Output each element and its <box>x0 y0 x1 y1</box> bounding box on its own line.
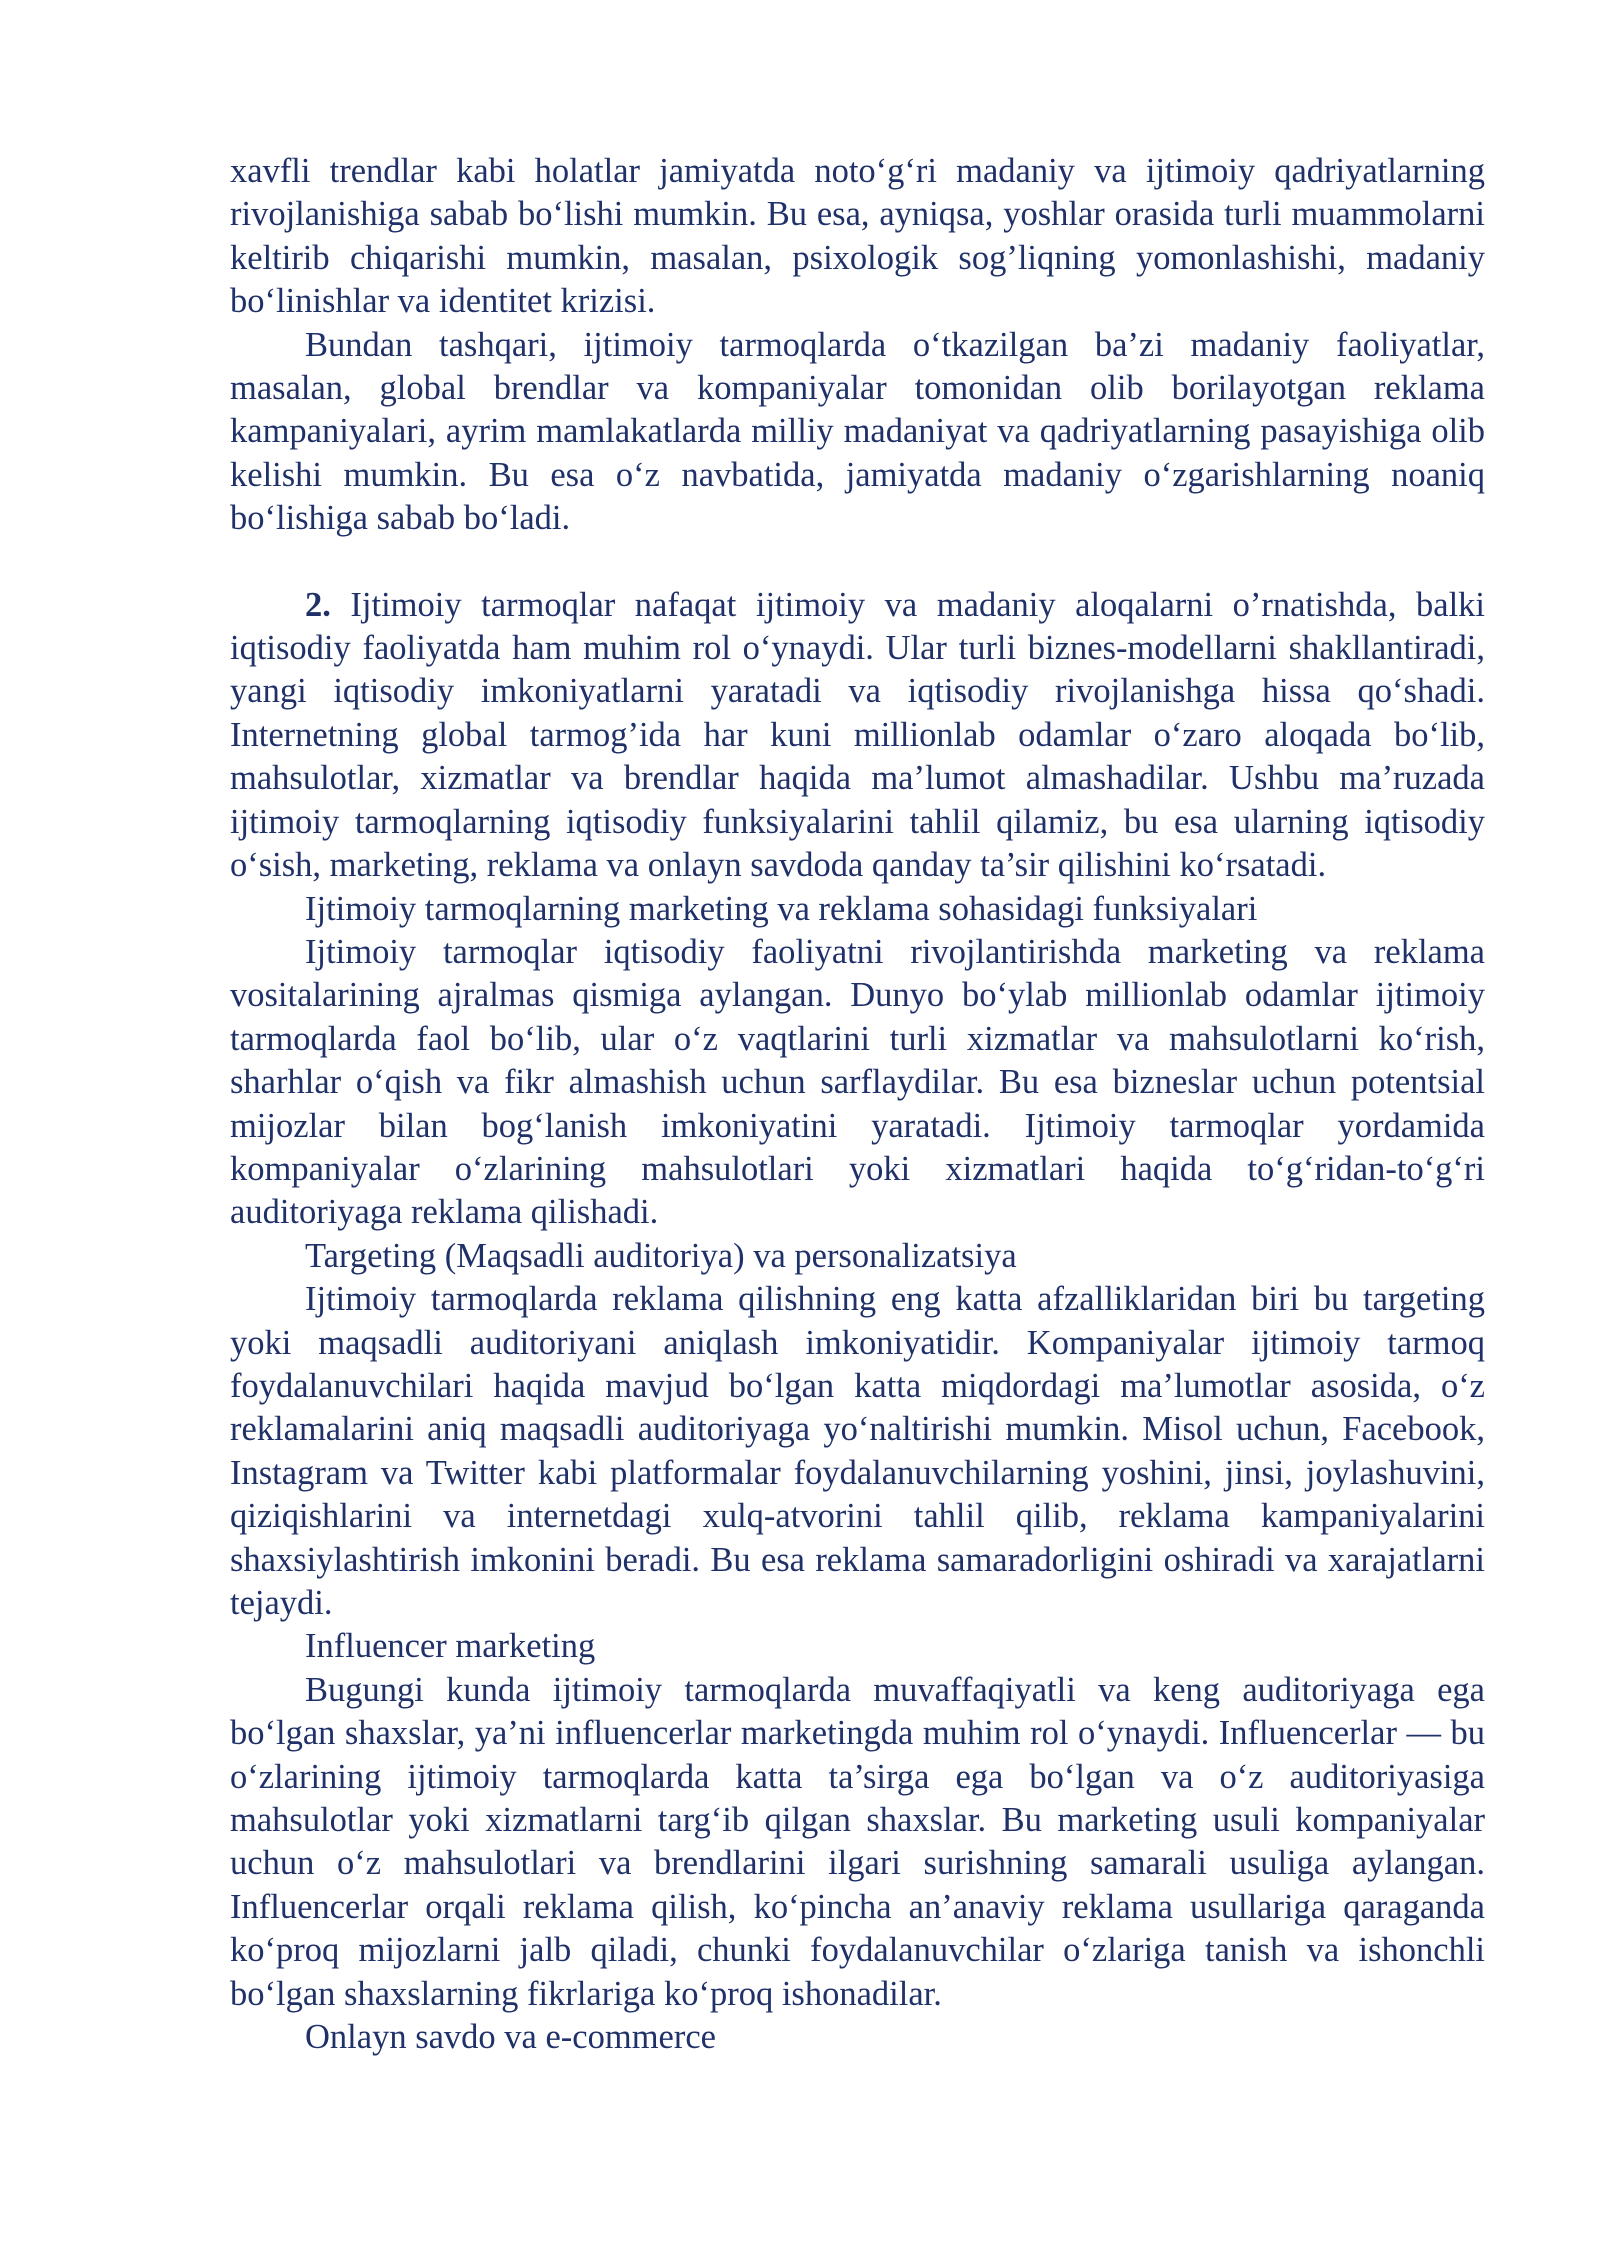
paragraph-economic-role-text: Ijtimoiy tarmoqlar nafaqat ijtimoiy va madaniy aloqalarni o’rnatishda, balki iqtisodiy faoliyatda ham muhim rol o‘ynaydi. Ular turli biznes-modellarni shakllantiradi, yangi iqtisodiy imkoniyatlarni yaratadi va iqtisodiy rivojlanishga hissa qo‘shadi. Internetning global tarmog’ida har kuni millionlab odamlar o‘zaro aloqada bo‘lib, mahsulotlar, xizmatlar va brendlar haqida ma’lumot almashadilar. Ushbu ma’ruzada ijtimoiy tarmoqlarning iqtisodiy funksiyalarini tahlil qilamiz, bu esa ularning iqtisodiy o‘sish, marketing, reklama va onlayn savdoda qanday ta’sir qilishini ko‘rsatadi. <box>230 585 1485 885</box>
subheading-marketing-functions: Ijtimoiy tarmoqlarning marketing va reklama sohasidagi funksiyalari <box>305 889 1258 928</box>
paragraph-marketing: Ijtimoiy tarmoqlar iqtisodiy faoliyatni rivojlantirishda marketing va reklama vositalarining ajralmas qismiga aylangan. Dunyo bo‘ylab millionlab odamlar ijtimoiy tarmoqlarda faol bo‘lib, ular o‘z vaqtlarini turli xizmatlar va mahsulotlarni ko‘rish, sharhlar o‘qish va fikr almashish uchun sarflaydilar. Bu esa bizneslar uchun potentsial mijozlar bilan bog‘lanish imkoniyatini yaratadi. Ijtimoiy tarmoqlar yordamida kompaniyalar o‘zlarining mahsulotlari yoki xizmatlari haqida to‘g‘ridan-to‘g‘ri auditoriyaga reklama qilishadi. <box>230 932 1485 1232</box>
paragraph-cultural-activities: Bundan tashqari, ijtimoiy tarmoqlarda o‘tkazilgan ba’zi madaniy faoliyatlar, masalan, global brendlar va kompaniyalar tomonidan olib borilayotgan reklama kampaniyalari, ayrim mamlakatlarda milliy madaniyat va qadriyatlarning pasayishiga olib kelishi mumkin. Bu esa o‘z navbatida, jamiyatda madaniy o‘zgarishlarning noaniq bo‘lishiga sabab bo‘ladi. <box>230 325 1485 538</box>
subheading-influencer: Influencer marketing <box>305 1627 596 1666</box>
paragraph-targeting: Ijtimoiy tarmoqlarda reklama qilishning eng katta afzalliklaridan biri bu targeting yoki maqsadli auditoriyani aniqlash imkoniyatidir. Kompaniyalar ijtimoiy tarmoq foydalanuvchilari haqida mavjud bo‘lgan katta miqdordagi ma’lumotlar asosida, o‘z reklamalarini aniq maqsadli auditoriyaga yo‘naltirishi mumkin. Misol uchun, Facebook, Instagram va Twitter kabi platformalar foydalanuvchilarning yoshini, jinsi, joylashuvini, qiziqishlarini va internetdagi xulq-atvorini tahlil qilib, reklama kampaniyalarini shaxsiylashtirish imkonini beradi. Bu esa reklama samaradorligini oshiradi va xarajatlarni tejaydi. <box>230 1280 1485 1622</box>
subheading-targeting: Targeting (Maqsadli auditoriya) va personalizatsiya <box>305 1236 1017 1275</box>
paragraph-influencer: Bugungi kunda ijtimoiy tarmoqlarda muvaffaqiyatli va keng auditoriyaga ega bo‘lgan shaxslar, ya’ni influencerlar marketingda muhim rol o‘ynaydi. Influencerlar — bu o‘zlarining ijtimoiy tarmoqlarda katta ta’sirga ega bo‘lgan va o‘z auditoriyasiga mahsulotlar yoki xizmatlarni targ‘ib qilgan shaxslar. Bu marketing usuli kompaniyalar uchun o‘z mahsulotlari va brendlarini ilgari surishning samarali usuliga aylangan. Influencerlar orqali reklama qilish, ko‘pincha an’anaviy reklama usullariga qaraganda ko‘proq mijozlarni jalb qiladi, chunki foydalanuvchilar o‘zlariga tanish va ishonchli bo‘lgan shaxslarning fikrlariga ko‘proq ishonadilar. <box>230 1670 1485 2013</box>
paragraph-continuation: xavfli trendlar kabi holatlar jamiyatda noto‘g‘ri madaniy va ijtimoiy qadriyatlarning rivojlanishiga sabab bo‘lishi mumkin. Bu esa, ayniqsa, yoshlar orasida turli muammolarni keltirib chiqarishi mumkin, masalan, psixologik sog’liqning yomonlashishi, madaniy bo‘linishlar va identitet krizisi. <box>230 152 1485 321</box>
document-page <box>230 150 1485 2059</box>
section-number: 2. <box>305 585 331 624</box>
paragraph-economic-role <box>230 584 1485 888</box>
subheading-ecommerce: Onlayn savdo va e-commerce <box>305 2018 716 2057</box>
